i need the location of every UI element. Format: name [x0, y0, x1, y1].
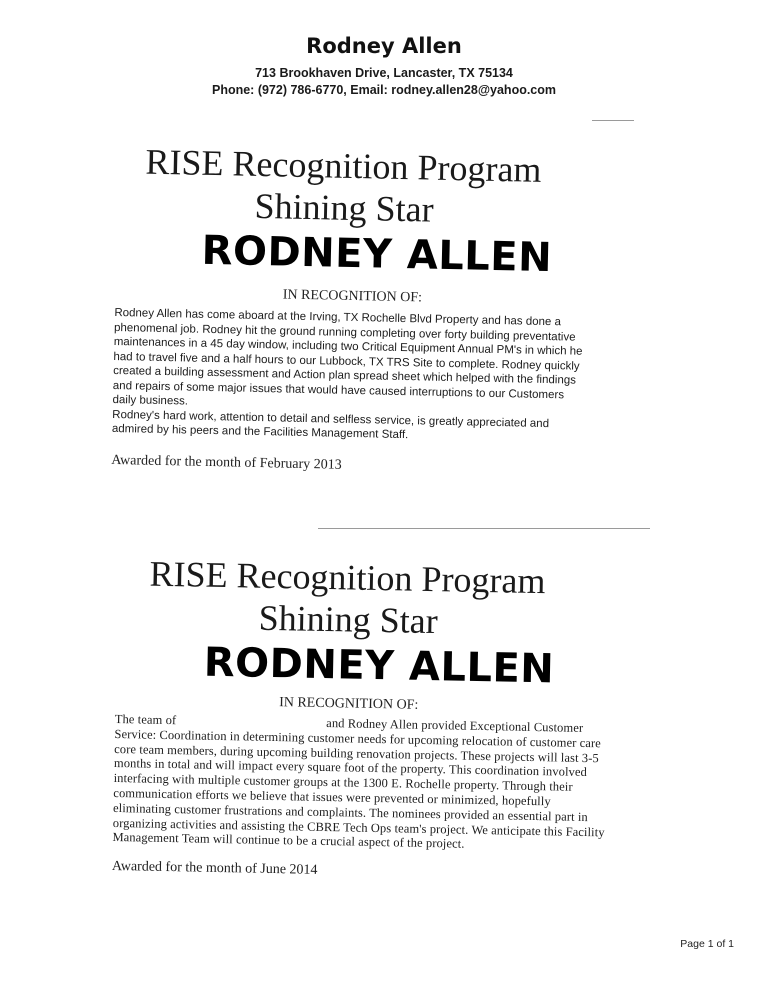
recognition-heading: IN RECOGNITION OF:	[282, 287, 423, 306]
award-title: Shining Star	[258, 597, 439, 642]
applicant-contact: Phone: (972) 786-6770, Email: rodney.allen28@yahoo.com	[211, 83, 557, 97]
recipient-name: RODNEY ALLEN	[203, 639, 555, 693]
certificate-june-2014	[112, 552, 618, 885]
resume-header	[0, 34, 768, 97]
page-number: Page 1 of 1	[680, 938, 734, 950]
body-paragraph: Rodney's hard work, attention to detail and selfless service, is greatly appreciated and admired by his peers and the Facilities Management Staff.	[111, 408, 550, 442]
applicant-name: Rodney Allen	[306, 34, 462, 58]
certificate-february-2013	[111, 140, 618, 479]
award-date: Awarded for the month of June 2014	[111, 859, 318, 879]
certificate-body	[112, 712, 612, 855]
program-title: RISE Recognition Program	[145, 141, 542, 190]
program-title: RISE Recognition Program	[149, 553, 546, 602]
award-title: Shining Star	[254, 185, 435, 230]
scan-edge-line	[592, 120, 634, 121]
recognition-heading: IN RECOGNITION OF:	[278, 695, 419, 713]
scan-edge-line	[318, 528, 650, 529]
body-lead: The team of	[114, 711, 177, 728]
award-date: Awarded for the month of February 2013	[111, 452, 342, 473]
body-text: and Rodney Allen provided Exceptional Customer Service: Coordination in determining customer needs for upcoming relocation of customer care core team members, during upcoming building renovation projects. These projects will last 3-5 months in total and will impact every square foot of the property. This coordination involved interfacing with multiple customer groups at the 1300 E. Rochelle property. Through their communication efforts we believe that issues were prevented or minimized, hopefully eliminating customer frustrations and complaints. The nominees provided an essential part in organizing activities and assisting the CBRE Tech Ops team's project. We anticipate this Facility Management Team will continue to be a crucial aspect of the project.	[112, 716, 605, 852]
applicant-address: 713 Brookhaven Drive, Lancaster, TX 75134	[255, 66, 513, 80]
body-paragraph: Rodney Allen has come aboard at the Irving, TX Rochelle Blvd Property and has done a phenomenal job. Rodney hit the ground running completing over forty building preventative maintenances in a 45 day window, including two Critical Equipment Annual PM's in which he had to travel five and a half hours to our Lubbock, TX TRS Site to complete. Rodney quickly created a building assessment and Action plan spread sheet which helped with the findings and repairs of some major issues that would have caused interruptions to our Customers daily business.	[112, 306, 583, 408]
certificate-body	[112, 306, 585, 446]
recipient-name: RODNEY ALLEN	[201, 227, 553, 282]
